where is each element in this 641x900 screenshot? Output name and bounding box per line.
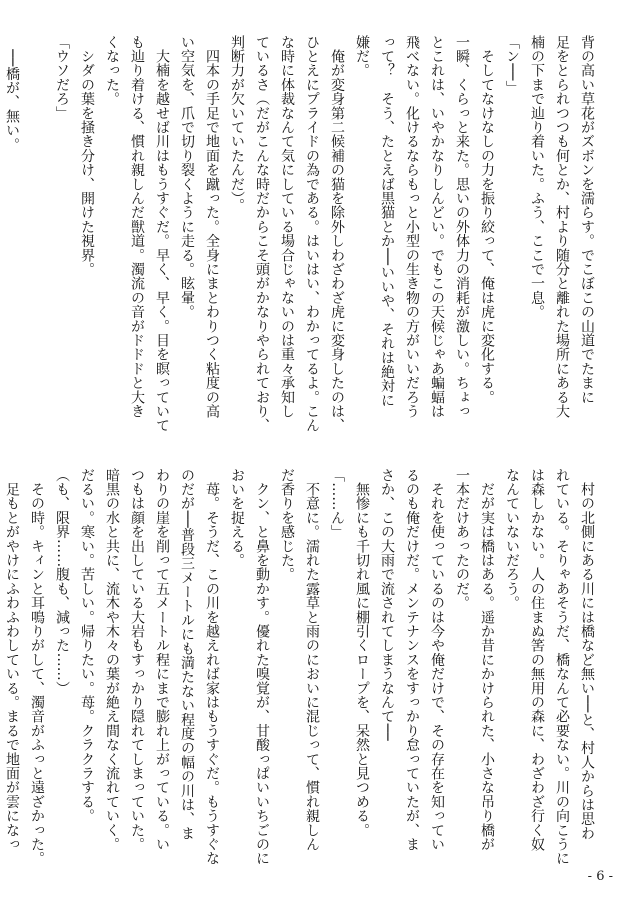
text-line: くなった。: [104, 35, 120, 106]
text-line: ているさ（だがこんな時だからこそ頭がかなりやられており、: [254, 35, 270, 433]
text-line: [24, 35, 49, 455]
text-line: その時。キィンと耳鳴りがして、濁音がふっと遠ざかった。: [29, 468, 45, 866]
text-line: シダの葉を掻き分け、開けた視界。: [79, 35, 95, 277]
text-line: い空気を、爪で切り裂くように走る。眩暈。: [179, 35, 195, 319]
text-line: 飛べない。化けるならもっと小型の生き物の方がいいだろう: [404, 35, 420, 419]
text-line: おいを捉える。: [229, 468, 245, 568]
text-line: な時に体裁なんて気にしている場合じゃないのは重々承知し: [279, 35, 295, 419]
text-line: （も、限界……腹も、減った……）: [54, 468, 70, 696]
text-line: 一瞬、くらっと来た。思いの外体力の消耗が激しい。ちょっ: [454, 35, 470, 419]
text-line: 大楠を越せば川はもうすぐだ。早く、早く。目を瞑っていて: [154, 35, 170, 433]
text-line: 無惨にも千切れ風に棚引くロープを、呆然と見つめる。: [354, 468, 370, 838]
text-line: 村の北側にある川には橋など無い──と、村人からは思わ: [579, 468, 595, 841]
text-line: ひとえにプライドの為である。はいはい、わかってるよ。こん: [304, 35, 320, 433]
text-line: ──橋が、無い。: [4, 35, 20, 152]
text-line: も辿り着ける、慣れ親しんだ獣道。濁流の音がドドドと大き: [129, 35, 145, 419]
text-line: 苺。そうだ、この川を越えれば家はもうすぐだ。もうすぐな: [204, 468, 220, 866]
text-line: 楠の下まで辿り着いた。ふう、ここで一息。: [529, 35, 545, 319]
text-line: だが実は橋はある。遥か昔にかけられた、小さな吊り橋が: [479, 468, 495, 852]
text-line: 判断力が欠いていたんだ）。: [229, 35, 245, 213]
text-line: 嫌だ。: [354, 35, 370, 78]
text-line: クン、と鼻を動かす。優れた嗅覚が、甘酸っぱいいちごのに: [254, 468, 270, 866]
text-line: 不意に。濡れた露草と雨のにおいに混じって、慣れ親しん: [304, 468, 320, 852]
text-line: るのも俺だけだ。メンテナンスをすっかり怠っていたが、ま: [404, 468, 420, 852]
text-block-top: [4, 35, 599, 455]
text-line: だ香りを感じた。: [279, 468, 295, 582]
text-line: は森しかない。人の住まぬ筈の無用の森に、わざわざ行く奴: [529, 468, 545, 852]
text-line: 足をとられつつも何とか、村より随分と離れた場所にある大: [554, 35, 570, 419]
text-line: それを使っているのは今や俺だけで、その存在を知ってい: [429, 468, 445, 852]
text-line: 「ウソだろ」: [54, 35, 70, 121]
text-line: だるい。寒い。苦しい。帰りたい。苺。クラクラする。: [79, 468, 95, 823]
text-line: って？ そう、たとえば黒猫とか──いいや、それは絶対に: [379, 35, 395, 408]
text-line: 「ン──」: [504, 35, 520, 95]
text-line: 「……ん」: [329, 468, 345, 539]
text-line: のだが──普段三メートルにも満たない程度の幅の川は、ま: [179, 468, 195, 841]
text-line: 足もとがやけにふわふわしている。まるで地面が雲になっ: [4, 468, 20, 852]
text-line: れている。そりゃあそうだ、橋なんて必要ない。川の向こうに: [554, 468, 570, 866]
text-line: さか、この大雨で流されてしまうなんて──: [379, 468, 395, 741]
text-block-bottom: [4, 468, 599, 868]
text-line: そしてなけなしの力を振り絞って、俺は虎に変化する。: [479, 35, 495, 405]
text-line: 一本だけあったのだ。: [454, 468, 470, 610]
text-line: 背の高い草花がズボンを濡らす。でこぼこの山道でたまに: [579, 35, 595, 405]
text-line: なんていないだろう。: [504, 468, 520, 610]
text-line: 四本の手足で地面を蹴った。全身にまとわりつく粘度の高: [204, 35, 220, 419]
text-line: とこれは、いやかなりしんどい。でもこの天候じゃあ蝙蝠は: [429, 35, 445, 419]
page-number: - 6 -: [587, 869, 613, 884]
text-line: 俺が変身第二候補の猫を除外しわざわざ虎に変身したのは、: [329, 35, 345, 433]
text-line: つもは顔を出している大岩もすっかり隠れてしまっていた。: [129, 468, 145, 852]
text-line: 暗黒の水と共に、流木や木々の葉が絶え間なく流れていく。: [104, 468, 120, 852]
text-line: わりの崖を削って五メートル程にまで膨れ上がっている。い: [154, 468, 170, 852]
